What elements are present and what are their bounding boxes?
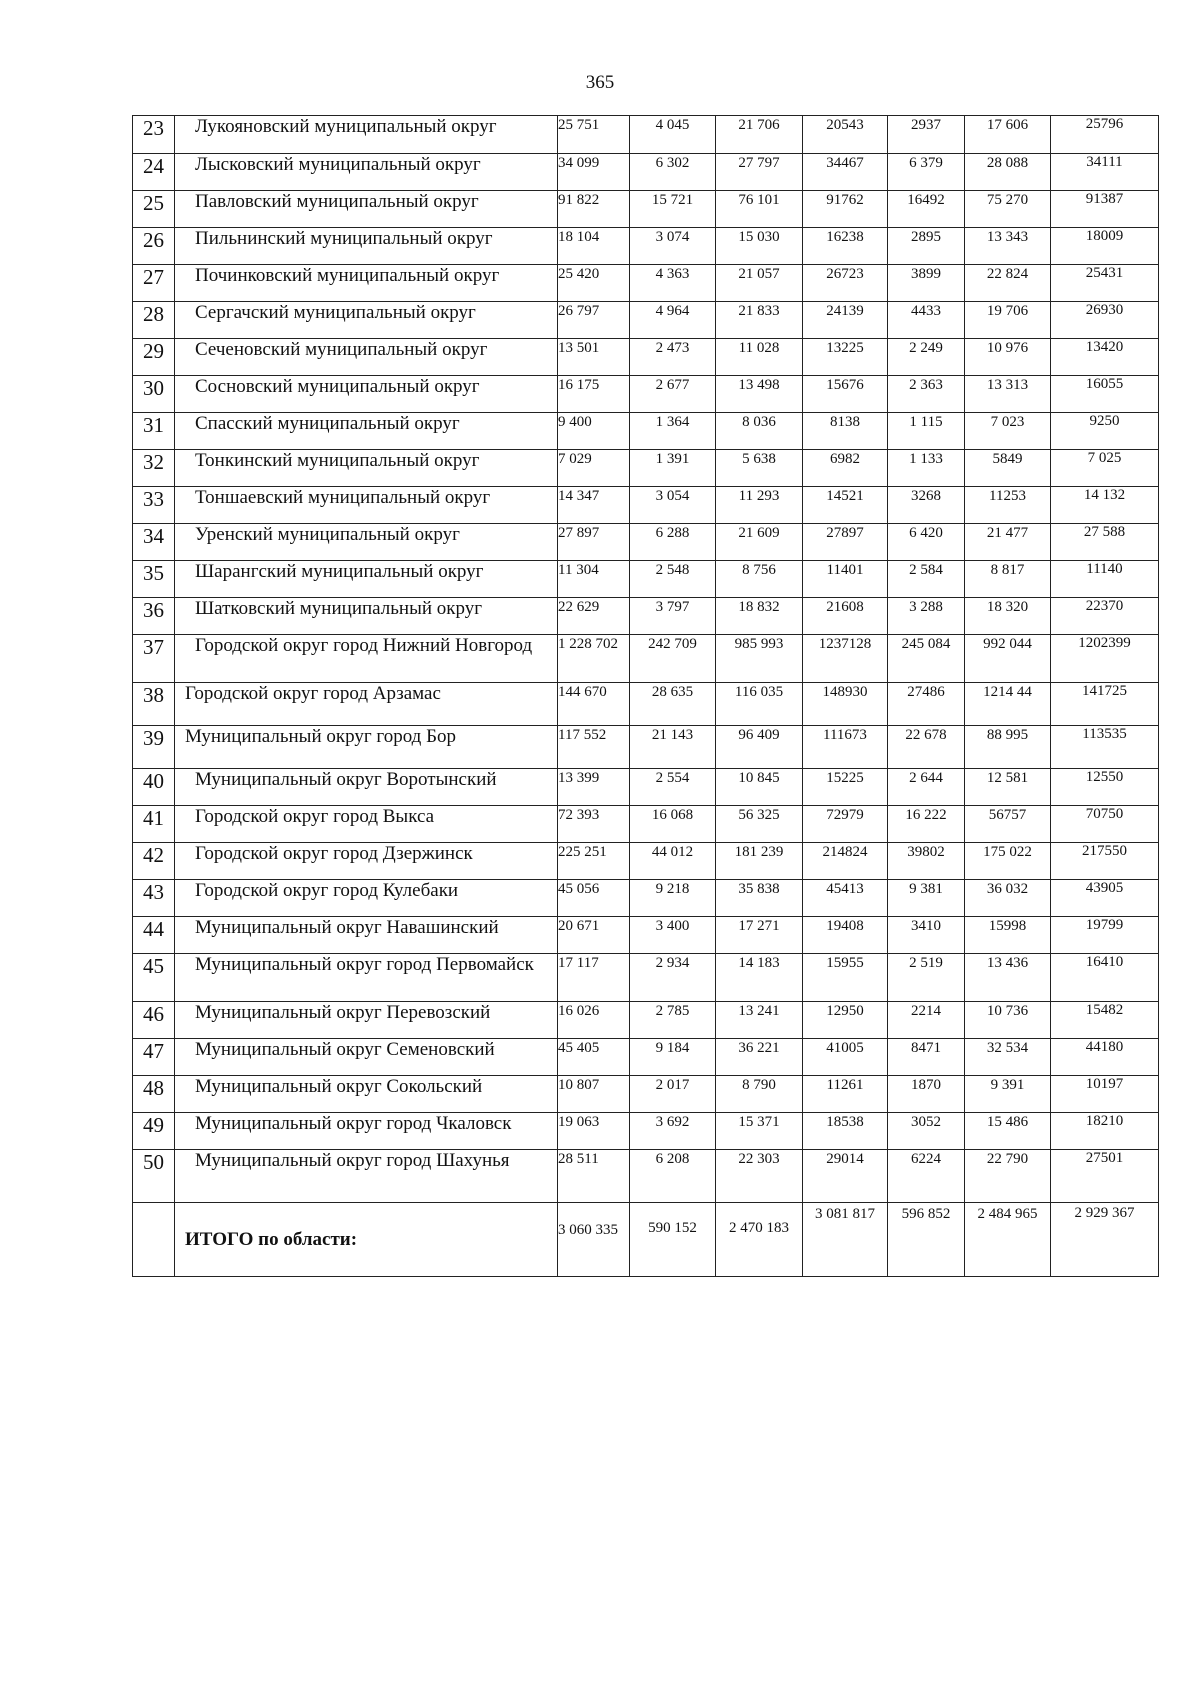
- value-cell-1: 25 420: [558, 265, 630, 302]
- value-cell-7: 2 929 367: [1051, 1203, 1159, 1277]
- value-cell-2: 6 302: [630, 154, 716, 191]
- value-cell-6: 1214 44: [965, 683, 1051, 726]
- value-cell-1: 27 897: [558, 524, 630, 561]
- municipality-name: Муниципальный округ город Чкаловск: [175, 1113, 558, 1150]
- value-cell-7: 43905: [1051, 880, 1159, 917]
- value-cell-7: 27 588: [1051, 524, 1159, 561]
- value-cell-6: 56757: [965, 806, 1051, 843]
- row-number: 37: [133, 635, 175, 683]
- row-number: 43: [133, 880, 175, 917]
- value-cell-1: 22 629: [558, 598, 630, 635]
- value-cell-4: 13225: [803, 339, 888, 376]
- municipality-name: ИТОГО по области:: [175, 1203, 558, 1277]
- value-cell-3: 21 833: [716, 302, 803, 339]
- value-cell-3: 13 241: [716, 1002, 803, 1039]
- value-cell-5: 245 084: [888, 635, 965, 683]
- row-number: 24: [133, 154, 175, 191]
- value-cell-4: 45413: [803, 880, 888, 917]
- value-cell-6: 7 023: [965, 413, 1051, 450]
- row-number: 32: [133, 450, 175, 487]
- value-cell-1: 16 175: [558, 376, 630, 413]
- data-table: [132, 115, 1159, 1277]
- table-row: [133, 635, 1159, 683]
- value-cell-7: 25796: [1051, 116, 1159, 154]
- row-number: 35: [133, 561, 175, 598]
- row-number: 39: [133, 726, 175, 769]
- value-cell-5: 6224: [888, 1150, 965, 1203]
- value-cell-6: 15998: [965, 917, 1051, 954]
- value-cell-1: 28 511: [558, 1150, 630, 1203]
- row-number: 36: [133, 598, 175, 635]
- value-cell-5: 6 420: [888, 524, 965, 561]
- value-cell-6: 10 736: [965, 1002, 1051, 1039]
- value-cell-1: 18 104: [558, 228, 630, 265]
- table-body: [133, 116, 1159, 1277]
- value-cell-4: 12950: [803, 1002, 888, 1039]
- municipality-name: Пильнинский муниципальный округ: [175, 228, 558, 265]
- value-cell-7: 113535: [1051, 726, 1159, 769]
- value-cell-7: 34111: [1051, 154, 1159, 191]
- value-cell-3: 13 498: [716, 376, 803, 413]
- table-row: [133, 302, 1159, 339]
- table-row: [133, 1002, 1159, 1039]
- municipality-name: Сергачский муниципальный округ: [175, 302, 558, 339]
- value-cell-6: 2 484 965: [965, 1203, 1051, 1277]
- table-row: [133, 1150, 1159, 1203]
- value-cell-1: 13 501: [558, 339, 630, 376]
- value-cell-1: 13 399: [558, 769, 630, 806]
- value-cell-1: 19 063: [558, 1113, 630, 1150]
- value-cell-3: 21 609: [716, 524, 803, 561]
- value-cell-4: 24139: [803, 302, 888, 339]
- municipality-name: Городской округ город Кулебаки: [175, 880, 558, 917]
- value-cell-2: 28 635: [630, 683, 716, 726]
- value-cell-5: 3410: [888, 917, 965, 954]
- value-cell-5: 1870: [888, 1076, 965, 1113]
- value-cell-5: 2 249: [888, 339, 965, 376]
- value-cell-3: 21 057: [716, 265, 803, 302]
- value-cell-2: 15 721: [630, 191, 716, 228]
- value-cell-4: 34467: [803, 154, 888, 191]
- value-cell-7: 12550: [1051, 769, 1159, 806]
- table-row: [133, 954, 1159, 1002]
- value-cell-6: 22 824: [965, 265, 1051, 302]
- municipality-name: Муниципальный округ Перевозский: [175, 1002, 558, 1039]
- value-cell-1: 20 671: [558, 917, 630, 954]
- municipality-name: Шатковский муниципальный округ: [175, 598, 558, 635]
- municipality-name: Сосновский муниципальный округ: [175, 376, 558, 413]
- value-cell-2: 2 473: [630, 339, 716, 376]
- value-cell-2: 2 548: [630, 561, 716, 598]
- value-cell-2: 4 363: [630, 265, 716, 302]
- value-cell-3: 11 293: [716, 487, 803, 524]
- value-cell-5: 16 222: [888, 806, 965, 843]
- value-cell-1: 25 751: [558, 116, 630, 154]
- value-cell-5: 2 584: [888, 561, 965, 598]
- table-row: [133, 598, 1159, 635]
- table-row: [133, 917, 1159, 954]
- value-cell-2: 1 364: [630, 413, 716, 450]
- value-cell-4: 15955: [803, 954, 888, 1002]
- row-number: 48: [133, 1076, 175, 1113]
- table-row: [133, 806, 1159, 843]
- value-cell-1: 11 304: [558, 561, 630, 598]
- value-cell-3: 36 221: [716, 1039, 803, 1076]
- value-cell-5: 4433: [888, 302, 965, 339]
- row-number: [133, 1203, 175, 1277]
- value-cell-5: 1 133: [888, 450, 965, 487]
- value-cell-2: 590 152: [630, 1203, 716, 1277]
- value-cell-3: 116 035: [716, 683, 803, 726]
- value-cell-2: 2 934: [630, 954, 716, 1002]
- value-cell-5: 2 644: [888, 769, 965, 806]
- value-cell-4: 18538: [803, 1113, 888, 1150]
- value-cell-3: 27 797: [716, 154, 803, 191]
- value-cell-4: 26723: [803, 265, 888, 302]
- municipality-name: Муниципальный округ Семеновский: [175, 1039, 558, 1076]
- value-cell-4: 15225: [803, 769, 888, 806]
- value-cell-7: 70750: [1051, 806, 1159, 843]
- municipality-name: Павловский муниципальный округ: [175, 191, 558, 228]
- value-cell-2: 1 391: [630, 450, 716, 487]
- value-cell-3: 17 271: [716, 917, 803, 954]
- value-cell-2: 6 208: [630, 1150, 716, 1203]
- table-row: [133, 1076, 1159, 1113]
- row-number: 49: [133, 1113, 175, 1150]
- municipality-name: Тонкинский муниципальный округ: [175, 450, 558, 487]
- row-number: 23: [133, 116, 175, 154]
- value-cell-1: 91 822: [558, 191, 630, 228]
- value-cell-3: 8 790: [716, 1076, 803, 1113]
- value-cell-4: 41005: [803, 1039, 888, 1076]
- value-cell-7: 7 025: [1051, 450, 1159, 487]
- municipality-name: Муниципальный округ город Бор: [175, 726, 558, 769]
- value-cell-1: 3 060 335: [558, 1203, 630, 1277]
- row-number: 29: [133, 339, 175, 376]
- value-cell-4: 11401: [803, 561, 888, 598]
- value-cell-4: 72979: [803, 806, 888, 843]
- table-row: [133, 487, 1159, 524]
- value-cell-2: 21 143: [630, 726, 716, 769]
- value-cell-6: 9 391: [965, 1076, 1051, 1113]
- value-cell-5: 9 381: [888, 880, 965, 917]
- value-cell-2: 2 785: [630, 1002, 716, 1039]
- table-row: [133, 450, 1159, 487]
- value-cell-6: 13 343: [965, 228, 1051, 265]
- value-cell-5: 3899: [888, 265, 965, 302]
- value-cell-1: 144 670: [558, 683, 630, 726]
- value-cell-5: 2214: [888, 1002, 965, 1039]
- table-row: [133, 683, 1159, 726]
- municipality-name: Муниципальный округ Сокольский: [175, 1076, 558, 1113]
- value-cell-3: 5 638: [716, 450, 803, 487]
- municipality-name: Лукояновский муниципальный округ: [175, 116, 558, 154]
- value-cell-2: 242 709: [630, 635, 716, 683]
- table-row: [133, 413, 1159, 450]
- value-cell-5: 16492: [888, 191, 965, 228]
- value-cell-3: 8 756: [716, 561, 803, 598]
- value-cell-1: 45 405: [558, 1039, 630, 1076]
- value-cell-1: 7 029: [558, 450, 630, 487]
- value-cell-1: 225 251: [558, 843, 630, 880]
- value-cell-4: 20543: [803, 116, 888, 154]
- value-cell-7: 217550: [1051, 843, 1159, 880]
- value-cell-3: 15 371: [716, 1113, 803, 1150]
- value-cell-4: 21608: [803, 598, 888, 635]
- row-number: 27: [133, 265, 175, 302]
- table-row: [133, 524, 1159, 561]
- row-number: 41: [133, 806, 175, 843]
- value-cell-1: 16 026: [558, 1002, 630, 1039]
- municipality-name: Сеченовский муниципальный округ: [175, 339, 558, 376]
- value-cell-4: 15676: [803, 376, 888, 413]
- value-cell-6: 75 270: [965, 191, 1051, 228]
- value-cell-5: 39802: [888, 843, 965, 880]
- value-cell-7: 11140: [1051, 561, 1159, 598]
- value-cell-6: 36 032: [965, 880, 1051, 917]
- row-number: 45: [133, 954, 175, 1002]
- value-cell-5: 2937: [888, 116, 965, 154]
- municipality-name: Муниципальный округ Навашинский: [175, 917, 558, 954]
- value-cell-3: 96 409: [716, 726, 803, 769]
- value-cell-2: 44 012: [630, 843, 716, 880]
- value-cell-4: 19408: [803, 917, 888, 954]
- value-cell-7: 9250: [1051, 413, 1159, 450]
- value-cell-6: 17 606: [965, 116, 1051, 154]
- value-cell-1: 1 228 702: [558, 635, 630, 683]
- row-number: 50: [133, 1150, 175, 1203]
- value-cell-4: 16238: [803, 228, 888, 265]
- row-number: 25: [133, 191, 175, 228]
- value-cell-6: 22 790: [965, 1150, 1051, 1203]
- row-number: 33: [133, 487, 175, 524]
- value-cell-6: 21 477: [965, 524, 1051, 561]
- value-cell-5: 6 379: [888, 154, 965, 191]
- value-cell-7: 10197: [1051, 1076, 1159, 1113]
- value-cell-6: 19 706: [965, 302, 1051, 339]
- municipality-name: Муниципальный округ город Шахунья: [175, 1150, 558, 1203]
- table-row: [133, 843, 1159, 880]
- municipality-name: Уренский муниципальный округ: [175, 524, 558, 561]
- value-cell-5: 596 852: [888, 1203, 965, 1277]
- value-cell-6: 32 534: [965, 1039, 1051, 1076]
- value-cell-5: 3 288: [888, 598, 965, 635]
- value-cell-2: 3 400: [630, 917, 716, 954]
- value-cell-1: 17 117: [558, 954, 630, 1002]
- value-cell-5: 1 115: [888, 413, 965, 450]
- table-row: [133, 339, 1159, 376]
- value-cell-4: 111673: [803, 726, 888, 769]
- value-cell-3: 11 028: [716, 339, 803, 376]
- row-number: 42: [133, 843, 175, 880]
- municipality-name: Спасский муниципальный округ: [175, 413, 558, 450]
- table-row: [133, 769, 1159, 806]
- value-cell-5: 2895: [888, 228, 965, 265]
- total-row: [133, 1203, 1159, 1277]
- value-cell-6: 13 313: [965, 376, 1051, 413]
- value-cell-1: 26 797: [558, 302, 630, 339]
- value-cell-4: 8138: [803, 413, 888, 450]
- value-cell-6: 11253: [965, 487, 1051, 524]
- value-cell-2: 4 045: [630, 116, 716, 154]
- row-number: 34: [133, 524, 175, 561]
- municipality-name: Городской округ город Дзержинск: [175, 843, 558, 880]
- value-cell-5: 3268: [888, 487, 965, 524]
- value-cell-7: 15482: [1051, 1002, 1159, 1039]
- table-row: [133, 1039, 1159, 1076]
- row-number: 28: [133, 302, 175, 339]
- value-cell-1: 45 056: [558, 880, 630, 917]
- value-cell-3: 76 101: [716, 191, 803, 228]
- value-cell-3: 22 303: [716, 1150, 803, 1203]
- table-row: [133, 561, 1159, 598]
- municipality-name: Муниципальный округ город Первомайск: [175, 954, 558, 1002]
- value-cell-2: 3 692: [630, 1113, 716, 1150]
- value-cell-6: 28 088: [965, 154, 1051, 191]
- value-cell-1: 34 099: [558, 154, 630, 191]
- table-row: [133, 154, 1159, 191]
- value-cell-3: 2 470 183: [716, 1203, 803, 1277]
- value-cell-1: 9 400: [558, 413, 630, 450]
- value-cell-6: 88 995: [965, 726, 1051, 769]
- value-cell-4: 11261: [803, 1076, 888, 1113]
- value-cell-2: 9 184: [630, 1039, 716, 1076]
- row-number: 26: [133, 228, 175, 265]
- value-cell-6: 5849: [965, 450, 1051, 487]
- value-cell-3: 985 993: [716, 635, 803, 683]
- municipality-name: Лысковский муниципальный округ: [175, 154, 558, 191]
- value-cell-4: 6982: [803, 450, 888, 487]
- row-number: 40: [133, 769, 175, 806]
- value-cell-7: 18210: [1051, 1113, 1159, 1150]
- row-number: 44: [133, 917, 175, 954]
- row-number: 46: [133, 1002, 175, 1039]
- value-cell-5: 2 519: [888, 954, 965, 1002]
- value-cell-2: 3 054: [630, 487, 716, 524]
- value-cell-2: 3 074: [630, 228, 716, 265]
- value-cell-5: 3052: [888, 1113, 965, 1150]
- value-cell-7: 14 132: [1051, 487, 1159, 524]
- row-number: 30: [133, 376, 175, 413]
- row-number: 31: [133, 413, 175, 450]
- value-cell-7: 19799: [1051, 917, 1159, 954]
- value-cell-4: 214824: [803, 843, 888, 880]
- table-row: [133, 376, 1159, 413]
- value-cell-4: 148930: [803, 683, 888, 726]
- value-cell-5: 2 363: [888, 376, 965, 413]
- value-cell-1: 117 552: [558, 726, 630, 769]
- value-cell-5: 8471: [888, 1039, 965, 1076]
- value-cell-7: 91387: [1051, 191, 1159, 228]
- value-cell-1: 72 393: [558, 806, 630, 843]
- value-cell-4: 27897: [803, 524, 888, 561]
- value-cell-3: 8 036: [716, 413, 803, 450]
- value-cell-7: 44180: [1051, 1039, 1159, 1076]
- value-cell-3: 10 845: [716, 769, 803, 806]
- table-row: [133, 116, 1159, 154]
- value-cell-2: 2 017: [630, 1076, 716, 1113]
- value-cell-2: 2 554: [630, 769, 716, 806]
- value-cell-7: 16055: [1051, 376, 1159, 413]
- value-cell-7: 27501: [1051, 1150, 1159, 1203]
- value-cell-6: 10 976: [965, 339, 1051, 376]
- table-row: [133, 880, 1159, 917]
- value-cell-7: 141725: [1051, 683, 1159, 726]
- value-cell-7: 1202399: [1051, 635, 1159, 683]
- value-cell-4: 29014: [803, 1150, 888, 1203]
- value-cell-2: 9 218: [630, 880, 716, 917]
- table-row: [133, 726, 1159, 769]
- table-row: [133, 228, 1159, 265]
- value-cell-3: 14 183: [716, 954, 803, 1002]
- municipality-name: Городской округ город Арзамас: [175, 683, 558, 726]
- value-cell-2: 4 964: [630, 302, 716, 339]
- page-number: 365: [585, 72, 615, 93]
- value-cell-6: 8 817: [965, 561, 1051, 598]
- value-cell-7: 26930: [1051, 302, 1159, 339]
- table-row: [133, 1113, 1159, 1150]
- row-number: 38: [133, 683, 175, 726]
- municipality-name: Шарангский муниципальный округ: [175, 561, 558, 598]
- municipality-name: Тоншаевский муниципальный округ: [175, 487, 558, 524]
- value-cell-6: 15 486: [965, 1113, 1051, 1150]
- table-row: [133, 191, 1159, 228]
- value-cell-6: 13 436: [965, 954, 1051, 1002]
- value-cell-6: 12 581: [965, 769, 1051, 806]
- value-cell-7: 16410: [1051, 954, 1159, 1002]
- value-cell-3: 35 838: [716, 880, 803, 917]
- value-cell-2: 2 677: [630, 376, 716, 413]
- value-cell-6: 175 022: [965, 843, 1051, 880]
- value-cell-3: 18 832: [716, 598, 803, 635]
- municipality-name: Починковский муниципальный округ: [175, 265, 558, 302]
- municipality-name: Городской округ город Выкса: [175, 806, 558, 843]
- value-cell-6: 992 044: [965, 635, 1051, 683]
- value-cell-5: 27486: [888, 683, 965, 726]
- value-cell-1: 14 347: [558, 487, 630, 524]
- value-cell-6: 18 320: [965, 598, 1051, 635]
- value-cell-3: 21 706: [716, 116, 803, 154]
- municipality-name: Городской округ город Нижний Новгород: [175, 635, 558, 683]
- value-cell-3: 56 325: [716, 806, 803, 843]
- value-cell-3: 15 030: [716, 228, 803, 265]
- table-row: [133, 265, 1159, 302]
- value-cell-3: 181 239: [716, 843, 803, 880]
- municipality-name: Муниципальный округ Воротынский: [175, 769, 558, 806]
- row-number: 47: [133, 1039, 175, 1076]
- value-cell-4: 91762: [803, 191, 888, 228]
- value-cell-7: 25431: [1051, 265, 1159, 302]
- value-cell-4: 14521: [803, 487, 888, 524]
- value-cell-2: 3 797: [630, 598, 716, 635]
- value-cell-2: 6 288: [630, 524, 716, 561]
- value-cell-7: 18009: [1051, 228, 1159, 265]
- value-cell-4: 1237128: [803, 635, 888, 683]
- value-cell-7: 13420: [1051, 339, 1159, 376]
- value-cell-5: 22 678: [888, 726, 965, 769]
- value-cell-1: 10 807: [558, 1076, 630, 1113]
- value-cell-7: 22370: [1051, 598, 1159, 635]
- value-cell-2: 16 068: [630, 806, 716, 843]
- value-cell-4: 3 081 817: [803, 1203, 888, 1277]
